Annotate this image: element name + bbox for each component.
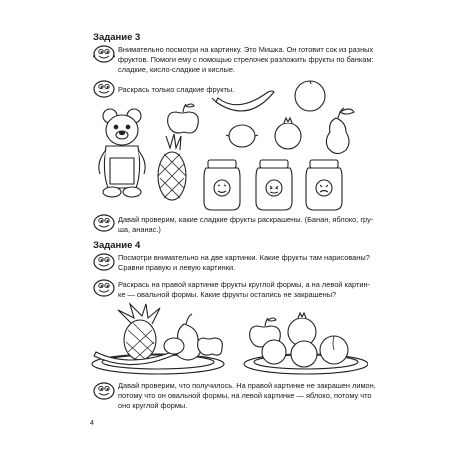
task4-color-line2: ке — овальной формы. Какие фрукты остались не закрашены?	[118, 290, 337, 299]
pomegranate-icon	[275, 118, 301, 149]
task4-title: Задание 4	[93, 240, 141, 251]
smiley-icon	[93, 382, 115, 400]
task4-color-line1: Раскрась на правой картинке фрукты круглой формы, а на левой картин-	[118, 280, 370, 289]
task3-check-line2: ша, ананас.)	[118, 225, 161, 234]
apple-icon	[168, 104, 199, 133]
task3-color-instruction: Раскрась только сладкие фрукты.	[118, 85, 235, 94]
orange-icon	[295, 81, 325, 111]
jar-icon	[204, 160, 240, 210]
task4-look-line2: Сравни правую и левую картинки.	[118, 263, 236, 272]
smiley-icon	[93, 214, 115, 232]
task3-intro-line1: Внимательно посмотри на картинку. Это Мишка. Он готовит сок из разных	[118, 45, 374, 54]
bear-icon	[99, 109, 145, 197]
task4-check-line2: потому что он овальной формы, на левой картинке — яблоко, потому что	[118, 391, 372, 400]
task3-intro-line2: фруктов. Помоги ему с помощью стрелочек разложить фрукты по банкам:	[118, 55, 374, 64]
fruit-plates-illustration	[88, 302, 368, 378]
task3-title: Задание 3	[93, 32, 141, 43]
jar-icon	[306, 160, 342, 210]
page-number: 4	[90, 420, 94, 427]
task3-check-line1: Давай проверим, какие сладкие фрукты раскрашены. (Банан, яблоко, гру-	[118, 215, 374, 224]
pear-icon	[326, 108, 354, 154]
smiley-icon	[93, 45, 115, 63]
task3-intro-line3: сладкие, кисло-сладкие и кислые.	[118, 65, 236, 74]
fruit-plate-icon	[244, 313, 368, 374]
smiley-icon	[93, 279, 115, 297]
fruit-jars-illustration	[88, 78, 368, 218]
task4-check-line3: оно круглой формы.	[118, 401, 188, 410]
banana-icon	[212, 91, 274, 111]
smiley-icon	[93, 253, 115, 271]
pineapple-icon	[158, 134, 186, 200]
jar-icon	[256, 160, 292, 210]
task4-check-line1: Давай проверим, что получилось. На правой картинке не закрашен лимон,	[118, 381, 376, 390]
lemon-icon	[226, 125, 258, 147]
task4-look-line1: Посмотри внимательно на две картинки. Какие фрукты там нарисованы?	[118, 253, 370, 262]
fruit-plate-icon	[92, 304, 224, 374]
